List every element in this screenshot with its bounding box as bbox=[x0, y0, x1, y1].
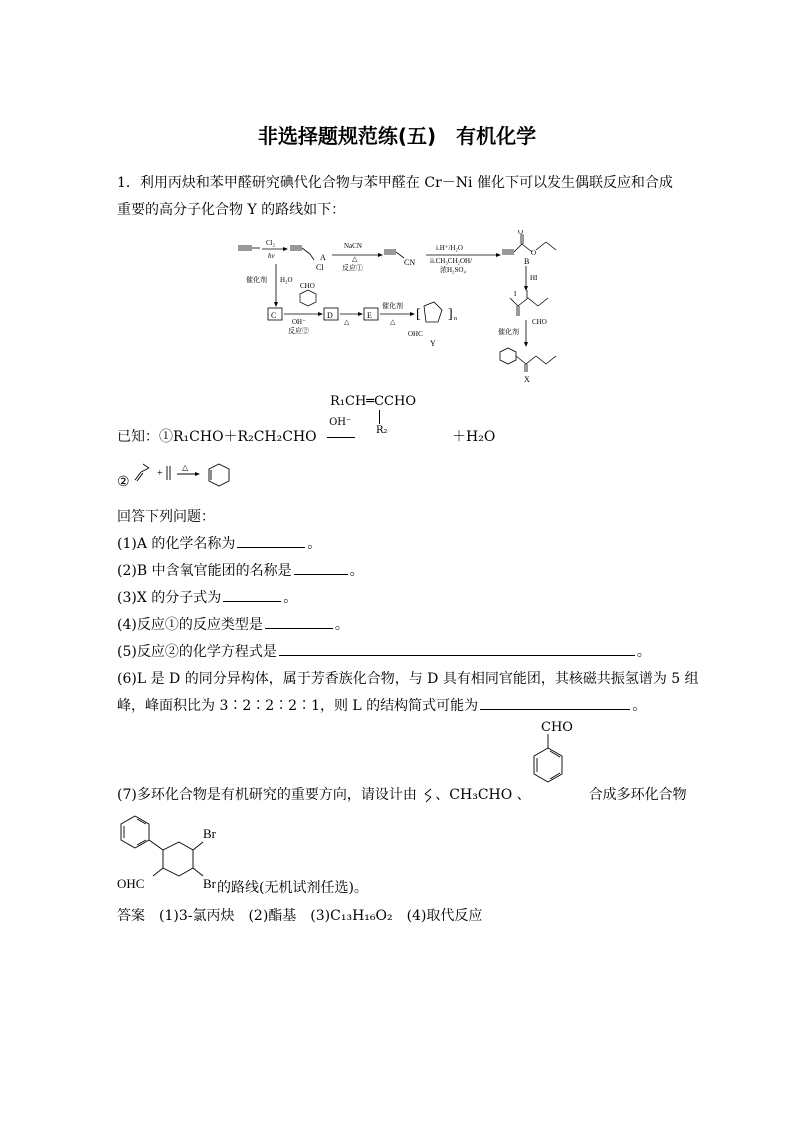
question-1-text: (1)A 的化学名称为 bbox=[117, 536, 236, 552]
question-7-text-c: 合成多环化合物 bbox=[588, 787, 687, 803]
target-compound-structure bbox=[117, 812, 227, 892]
cl-label: Cl bbox=[316, 263, 324, 272]
question-1-row bbox=[117, 533, 321, 553]
diels-alder-scheme bbox=[133, 458, 243, 490]
answer-blank-5[interactable] bbox=[279, 641, 635, 656]
question-7-line1 bbox=[117, 784, 687, 804]
question-1-line1: 1．利用丙炔和苯甲醛研究碘代化合物与苯甲醛在 Cr－Ni 催化下可以发生偶联反应和合成 bbox=[117, 175, 673, 191]
question-4-text: (4)反应①的反应类型是 bbox=[117, 617, 263, 633]
question-3-row bbox=[117, 587, 297, 607]
question-7-text-b: 、CH₃CHO 、 bbox=[435, 787, 531, 803]
q7-br-top: Br bbox=[203, 826, 216, 841]
synthesis-route-scheme bbox=[228, 230, 568, 390]
question-5-row bbox=[117, 641, 651, 661]
known-product-bond bbox=[379, 410, 381, 424]
polymer-n-label: n bbox=[454, 316, 457, 322]
period-1: 。 bbox=[307, 536, 322, 552]
compound-b-label: B bbox=[524, 257, 530, 266]
step-ii-label: ii.CH₃CH₂OH/ bbox=[430, 257, 473, 265]
known-suffix: ＋H₂O bbox=[452, 429, 496, 445]
hi-label: HI bbox=[530, 274, 538, 282]
questions-intro: 回答下列问题： bbox=[117, 509, 215, 525]
question-6-row bbox=[117, 695, 646, 715]
cho-label-1: CHO bbox=[300, 282, 315, 290]
nacn-label: NaCN bbox=[344, 242, 362, 250]
period-4: 。 bbox=[334, 617, 349, 633]
compound-d-label: D bbox=[327, 311, 333, 320]
answer-blank-6[interactable] bbox=[480, 695, 630, 710]
cn-label: CN bbox=[404, 258, 416, 267]
svg-text:O: O bbox=[531, 249, 537, 257]
cl2-label: Cl₂ bbox=[266, 239, 276, 247]
catalyst-label-2: 催化剂 bbox=[382, 302, 403, 310]
known-arrow-label: OH⁻ bbox=[329, 417, 352, 428]
oh-label: OH⁻ bbox=[292, 318, 306, 326]
question-1-line2: 重要的高分子化合物 Y 的路线如下： bbox=[117, 202, 346, 218]
question-7-line2: 的路线(无机试剂任选)。 bbox=[217, 880, 368, 896]
reaction-1-label: 反应① bbox=[342, 264, 363, 272]
plus-sign: + bbox=[157, 468, 163, 479]
period-6: 。 bbox=[632, 698, 647, 714]
question-5-text: (5)反应②的化学方程式是 bbox=[117, 644, 277, 660]
question-7-text-a: (7)多环化合物是有机研究的重要方向，请设计由 bbox=[117, 787, 417, 803]
compound-e-label: E bbox=[367, 311, 372, 320]
catalyst-label-3: 催化剂 bbox=[498, 328, 519, 336]
svg-text:△: △ bbox=[390, 318, 396, 326]
reaction-2-label: 反应② bbox=[288, 327, 309, 335]
cho-label-2: CHO bbox=[532, 318, 547, 326]
q7-br-bottom: Br bbox=[203, 876, 216, 891]
butadiene-icon bbox=[421, 787, 435, 803]
known-line-1 bbox=[117, 417, 496, 446]
question-4-row bbox=[117, 614, 349, 634]
compound-b-structure bbox=[502, 234, 556, 254]
catalyst-label-1: 催化剂 bbox=[246, 276, 267, 284]
answer-line: 答案 (1)3-氯丙炔 (2)酯基 (3)C₁₃H₁₆O₂ (4)取代反应 bbox=[117, 908, 483, 924]
q7-ohc: OHC bbox=[117, 876, 145, 891]
hv-label: hν bbox=[268, 252, 275, 260]
answer-blank-3[interactable] bbox=[223, 587, 281, 602]
compound-x-label: X bbox=[524, 375, 530, 384]
question-6-text: 峰，峰面积比为 3∶2∶2∶2∶1，则 L 的结构简式可能为 bbox=[117, 698, 479, 714]
period-5: 。 bbox=[636, 644, 651, 660]
question-3-text: (3)X 的分子式为 bbox=[117, 590, 222, 606]
propyne-structure bbox=[238, 246, 260, 250]
delta-label-1: △ bbox=[352, 255, 358, 263]
question-2-text: (2)B 中含氧官能团的名称是 bbox=[117, 563, 292, 579]
compound-y-label: Y bbox=[430, 339, 436, 348]
conc-h2so4-label: 浓H₂SO₄ bbox=[440, 266, 466, 274]
known-prefix: 已知：①R₁CHO＋R₂CH₂CHO bbox=[117, 429, 317, 445]
known-product-sub: R₂ bbox=[376, 425, 388, 436]
svg-text:]: ] bbox=[448, 307, 453, 322]
answer-blank-4[interactable] bbox=[265, 614, 333, 629]
svg-text:△: △ bbox=[344, 318, 350, 326]
svg-text:O: O bbox=[518, 230, 524, 236]
ohc-label-1: OHC bbox=[408, 330, 423, 338]
known-item-2-label: ② bbox=[117, 474, 130, 490]
page-title: 非选择题规范练(五) 有机化学 bbox=[257, 124, 537, 148]
h2o-label: H₂O bbox=[280, 276, 293, 284]
known-arrow bbox=[327, 417, 361, 445]
iodine-label: I bbox=[514, 290, 517, 298]
answer-blank-2[interactable] bbox=[294, 560, 348, 575]
period-2: 。 bbox=[349, 563, 364, 579]
compound-a-label: A bbox=[320, 253, 326, 262]
known-product-top: R₁CH═CCHO bbox=[330, 394, 416, 409]
period-3: 。 bbox=[283, 590, 298, 606]
delta-label-2: △ bbox=[182, 463, 189, 472]
question-2-row bbox=[117, 560, 364, 580]
compound-c-label: C bbox=[271, 311, 277, 320]
answer-blank-1[interactable] bbox=[237, 533, 305, 548]
step-i-label: i.H⁺/H₂O bbox=[436, 244, 463, 252]
q7-cho-label: CHO bbox=[541, 720, 573, 735]
known-line-2 bbox=[117, 458, 189, 490]
svg-text:[: [ bbox=[416, 307, 421, 322]
question-6-line1: (6)L 是 D 的同分异构体，属于芳香族化合物，与 D 具有相同官能团，其核磁共振氢谱为 5 组 bbox=[117, 671, 699, 687]
